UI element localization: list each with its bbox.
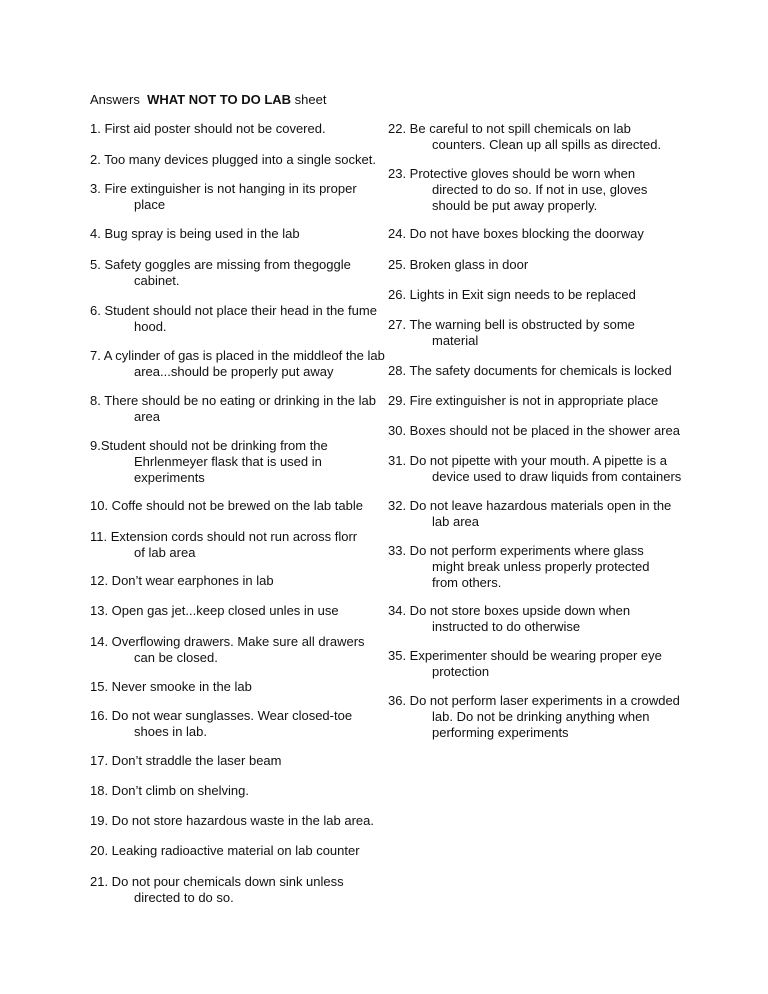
list-item-text: 25. Broken glass in door xyxy=(388,257,529,272)
list-item xyxy=(90,348,385,380)
list-item-continuation: performing experiments xyxy=(432,725,569,740)
list-item xyxy=(90,679,380,695)
list-item-text: 5. Safety goggles are missing from thegoggle xyxy=(90,257,351,272)
list-item-continuation: directed to do so. If not in use, gloves xyxy=(432,182,648,197)
list-item xyxy=(90,529,380,561)
page-title xyxy=(90,92,326,108)
list-item xyxy=(388,363,688,379)
list-item xyxy=(90,438,380,486)
list-item xyxy=(90,874,380,906)
list-item xyxy=(388,393,688,409)
list-item xyxy=(388,543,688,591)
list-item xyxy=(90,634,380,666)
list-item-text: 2. Too many devices plugged into a single socket. xyxy=(90,152,376,167)
list-item xyxy=(90,843,380,859)
list-item-text: 23. Protective gloves should be worn when xyxy=(388,166,636,181)
list-item-text: 26. Lights in Exit sign needs to be replaced xyxy=(388,287,636,302)
list-item xyxy=(90,573,380,589)
title-bold: WHAT NOT TO DO LAB xyxy=(147,92,292,107)
list-item xyxy=(388,226,688,242)
list-item xyxy=(90,121,380,137)
list-item xyxy=(90,393,380,425)
list-item-text: 29. Fire extinguisher is not in appropriate place xyxy=(388,393,659,408)
list-item xyxy=(388,121,688,153)
list-item-text: 17. Don’t straddle the laser beam xyxy=(90,753,282,768)
list-item-text: 15. Never smooke in the lab xyxy=(90,679,252,694)
list-item-continuation: from others. xyxy=(432,575,502,590)
list-item xyxy=(388,693,688,741)
list-item xyxy=(90,152,380,168)
list-item xyxy=(388,498,688,530)
list-item-continuation: area xyxy=(134,409,161,424)
list-item-continuation: protection xyxy=(432,664,490,679)
list-item-continuation: device used to draw liquids from containers xyxy=(432,469,682,484)
list-item xyxy=(388,287,688,303)
list-item xyxy=(388,453,688,485)
list-item-text: 10. Coffe should not be brewed on the lab table xyxy=(90,498,363,513)
list-item-text: 1. First aid poster should not be covered. xyxy=(90,121,326,136)
list-item-continuation: should be put away properly. xyxy=(432,198,598,213)
list-item-continuation: cabinet. xyxy=(134,273,180,288)
list-item xyxy=(90,813,380,829)
list-item-continuation: directed to do so. xyxy=(134,890,234,905)
list-item-text: 12. Don’t wear earphones in lab xyxy=(90,573,274,588)
list-item-text: 16. Do not wear sunglasses. Wear closed-toe xyxy=(90,708,353,723)
list-item-text: 6. Student should not place their head in the fume xyxy=(90,303,377,318)
list-item xyxy=(388,257,688,273)
list-item xyxy=(90,226,380,242)
list-item-continuation: lab area xyxy=(432,514,479,529)
list-item-text: 9.Student should not be drinking from the xyxy=(90,438,328,453)
list-item-text: 20. Leaking radioactive material on lab counter xyxy=(90,843,360,858)
list-item-text: 7. A cylinder of gas is placed in the middleof the lab xyxy=(90,348,385,363)
list-item-text: 28. The safety documents for chemicals is locked xyxy=(388,363,672,378)
list-item xyxy=(90,783,380,799)
list-item xyxy=(388,317,688,349)
list-item xyxy=(388,648,688,680)
list-item-continuation: Ehrlenmeyer flask that is used in xyxy=(134,454,322,469)
list-item xyxy=(90,498,380,514)
list-item xyxy=(388,166,688,214)
list-item-text: 8. There should be no eating or drinking in the lab xyxy=(90,393,376,408)
list-item-text: 31. Do not pipette with your mouth. A pipette is a xyxy=(388,453,667,468)
list-item-text: 32. Do not leave hazardous materials open in the xyxy=(388,498,672,513)
list-item-text: 27. The warning bell is obstructed by some xyxy=(388,317,635,332)
list-item-text: 19. Do not store hazardous waste in the lab area. xyxy=(90,813,375,828)
list-item-text: 34. Do not store boxes upside down when xyxy=(388,603,631,618)
list-item-continuation: material xyxy=(432,333,479,348)
list-item xyxy=(388,603,688,635)
list-item-text: 33. Do not perform experiments where glass xyxy=(388,543,644,558)
list-item-text: 18. Don’t climb on shelving. xyxy=(90,783,249,798)
list-item xyxy=(90,753,380,769)
list-item-continuation: shoes in lab. xyxy=(134,724,207,739)
list-item-text: 11. Extension cords should not run across florr xyxy=(90,529,358,544)
list-item xyxy=(90,708,380,740)
list-item xyxy=(90,603,380,619)
list-item-text: 21. Do not pour chemicals down sink unless xyxy=(90,874,344,889)
list-item-continuation: might break unless properly protected xyxy=(432,559,650,574)
list-item-text: 24. Do not have boxes blocking the doorway xyxy=(388,226,644,241)
list-item xyxy=(90,181,380,213)
title-suffix: sheet xyxy=(294,92,327,107)
list-item-continuation: hood. xyxy=(134,319,167,334)
list-item-continuation: counters. Clean up all spills as directed. xyxy=(432,137,662,152)
list-item-continuation: place xyxy=(134,197,166,212)
list-item-continuation: of lab area xyxy=(134,545,196,560)
list-item-continuation: lab. Do not be drinking anything when xyxy=(432,709,650,724)
list-item-text: 14. Overflowing drawers. Make sure all drawers xyxy=(90,634,365,649)
list-item-text: 3. Fire extinguisher is not hanging in its proper xyxy=(90,181,357,196)
list-item-continuation: area...should be properly put away xyxy=(134,364,334,379)
list-item-text: 22. Be careful to not spill chemicals on lab xyxy=(388,121,631,136)
list-item-continuation: instructed to do otherwise xyxy=(432,619,581,634)
list-item-text: 36. Do not perform laser experiments in a crowded xyxy=(388,693,680,708)
list-item xyxy=(90,257,380,289)
list-item xyxy=(388,423,688,439)
title-prefix: Answers xyxy=(90,92,140,107)
list-item-text: 30. Boxes should not be placed in the shower area xyxy=(388,423,680,438)
list-item-continuation: experiments xyxy=(134,470,205,485)
list-item-text: 35. Experimenter should be wearing proper eye xyxy=(388,648,662,663)
list-item-text: 4. Bug spray is being used in the lab xyxy=(90,226,300,241)
list-item-text: 13. Open gas jet...keep closed unles in use xyxy=(90,603,339,618)
list-item-continuation: can be closed. xyxy=(134,650,218,665)
list-item xyxy=(90,303,380,335)
